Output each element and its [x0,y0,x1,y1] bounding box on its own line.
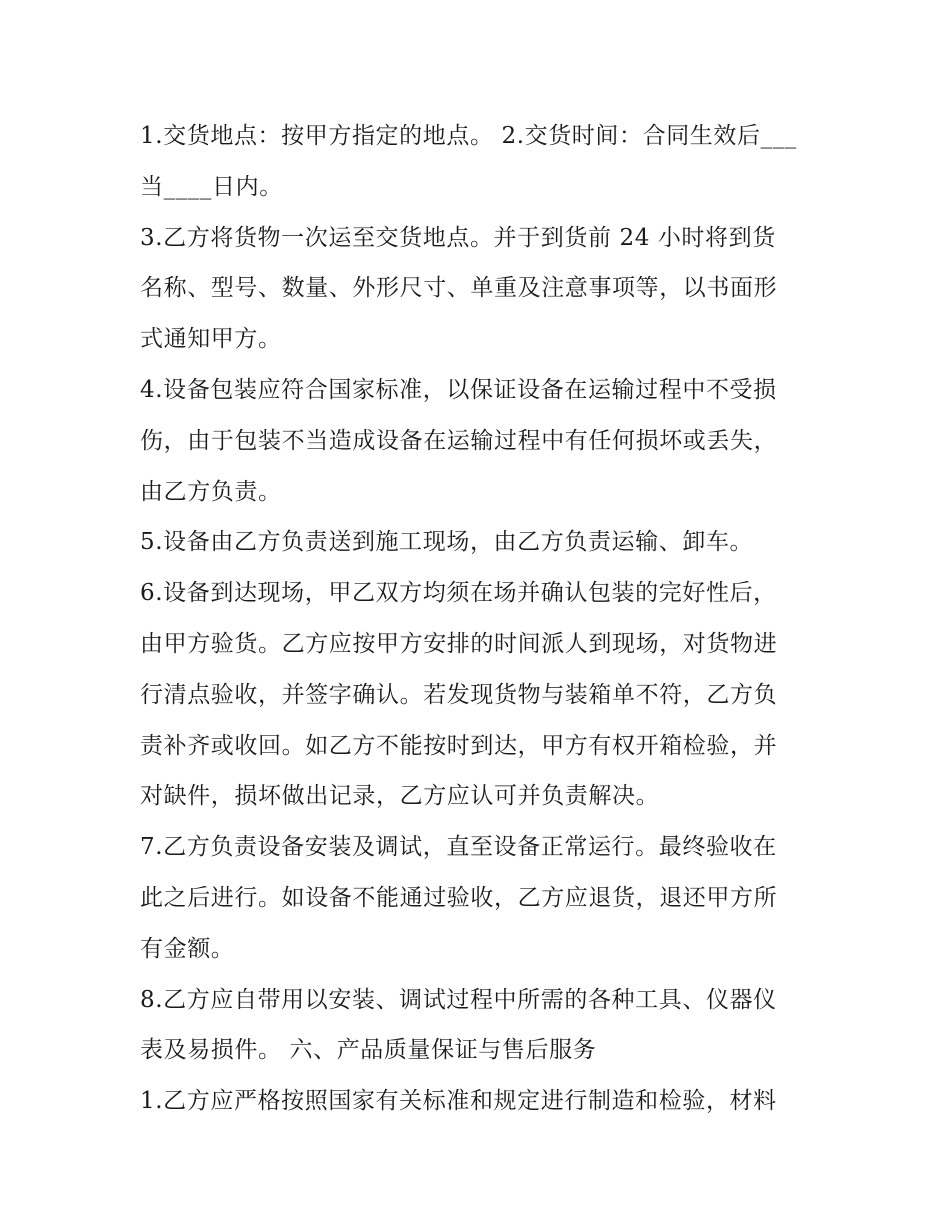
paragraph-transport-notice [140,213,812,365]
text-line: 当____日内。 [140,173,283,200]
text-line: 3.乙方将货物一次运至交货地点。并于到货前 24 小时将到货 [140,224,776,251]
text-line: 有金额。 [140,935,235,962]
text-line: 由甲方验货。乙方应按甲方安排的时间派人到现场，对货物进 [140,630,778,657]
document-body [140,111,812,1127]
text-line: 伤，由于包装不当造成设备在运输过程中有任何损坏或丢失， [140,427,778,454]
text-line: 此之后进行。如设备不能通过验收，乙方应退货，退还甲方所 [140,884,778,911]
text-line: 对缺件，损坏做出记录，乙方应认可并负责解决。 [140,783,660,810]
paragraph-inspection [140,568,812,822]
text-line: 责补齐或收回。如乙方不能按时到达，甲方有权开箱检验，并 [140,732,778,759]
text-line: 1.乙方应严格按照国家有关标准和规定进行制造和检验，材料 [140,1088,777,1115]
text-line: 1.交货地点：按甲方指定的地点。 2.交货时间：合同生效后___ [140,123,797,149]
paragraph-packaging [140,365,812,517]
paragraph-tools [140,975,812,1077]
text-line: 名称、型号、数量、外形尺寸、单重及注意事项等，以书面形 [140,275,778,302]
paragraph-site-delivery [140,517,812,568]
text-line: 6.设备到达现场，甲乙双方均须在场并确认包装的完好性后， [140,580,777,607]
text-line: 表及易损件。 六、产品质量保证与售后服务 [140,1037,597,1064]
text-line: 8.乙方应自带用以安装、调试过程中所需的各种工具、仪器仪 [140,986,777,1013]
paragraph-delivery-place-time [140,111,812,213]
text-line: 5.设备由乙方负责送到施工现场，由乙方负责运输、卸车。 [140,529,754,556]
text-line: 式通知甲方。 [140,326,282,353]
paragraph-installation [140,822,812,974]
text-line: 4.设备包装应符合国家标准，以保证设备在运输过程中不受损 [140,376,777,403]
paragraph-quality [140,1076,812,1127]
text-line: 行清点验收，并签字确认。若发现货物与装箱单不符，乙方负 [140,681,778,708]
text-line: 7.乙方负责设备安装及调试，直至设备正常运行。最终验收在 [140,834,777,861]
text-line: 由乙方负责。 [140,478,282,505]
